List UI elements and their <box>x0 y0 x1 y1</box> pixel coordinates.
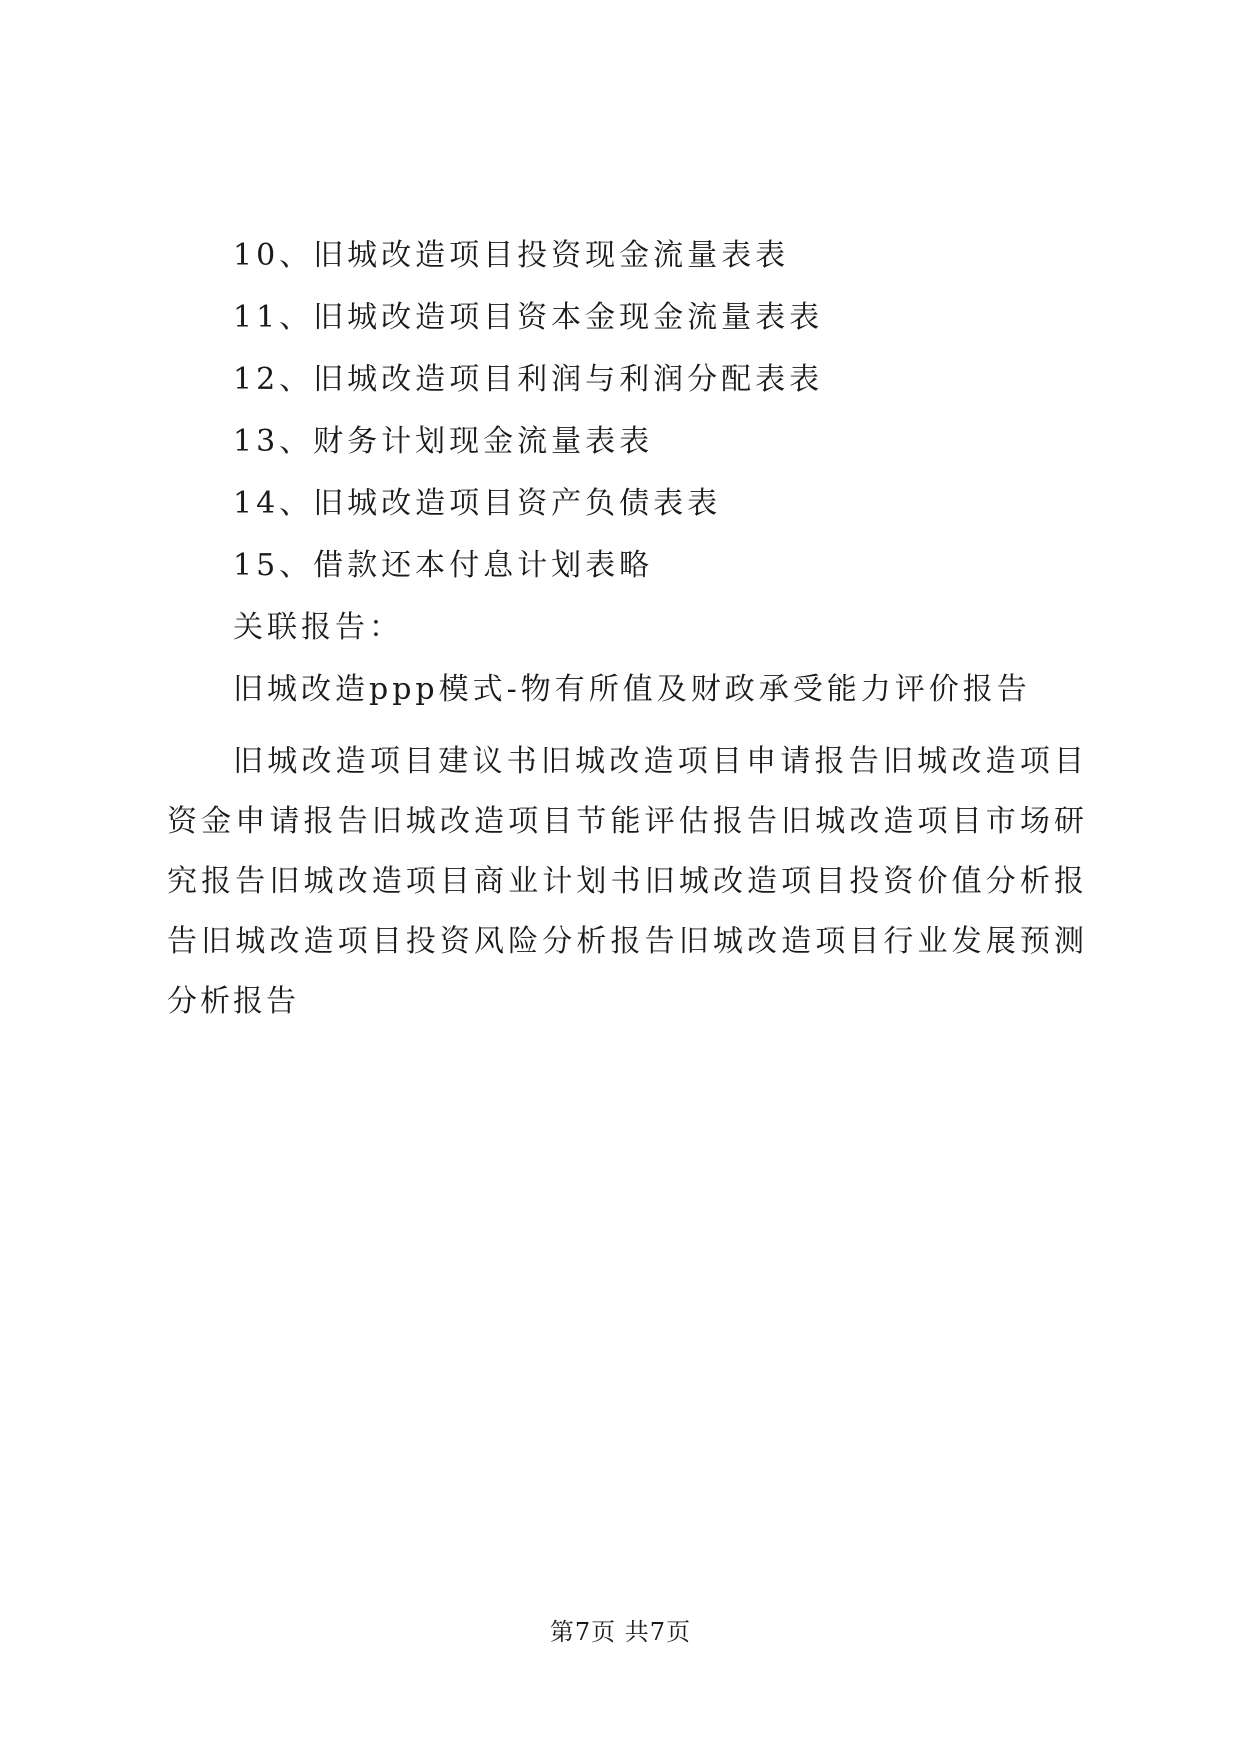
list-item: 12、旧城改造项目利润与利润分配表表 <box>233 362 824 397</box>
page-number-footer: 第7页 共7页 <box>549 1618 692 1646</box>
list-item: 14、旧城改造项目资产负债表表 <box>233 486 722 521</box>
list-item: 11、旧城改造项目资本金现金流量表表 <box>233 300 824 335</box>
table-list <box>233 232 1083 728</box>
list-item: 15、借款还本付息计划表略 <box>233 548 654 583</box>
list-item: 10、旧城改造项目投资现金流量表表 <box>233 238 790 273</box>
list-item: 13、财务计划现金流量表表 <box>233 424 654 459</box>
related-reports-label: 关联报告： <box>233 610 403 645</box>
related-reports-paragraph: 旧城改造项目建议书旧城改造项目申请报告旧城改造项目资金申请报告旧城改造项目节能评估报告旧城改造项目市场研究报告旧城改造项目商业计划书旧城改造项目投资价值分析报告旧城改造项目投资风险分析报告旧城改造项目行业发展预测分析报告 <box>167 744 1087 1019</box>
related-report-line: 旧城改造ppp模式-物有所值及财政承受能力评价报告 <box>233 672 1031 707</box>
